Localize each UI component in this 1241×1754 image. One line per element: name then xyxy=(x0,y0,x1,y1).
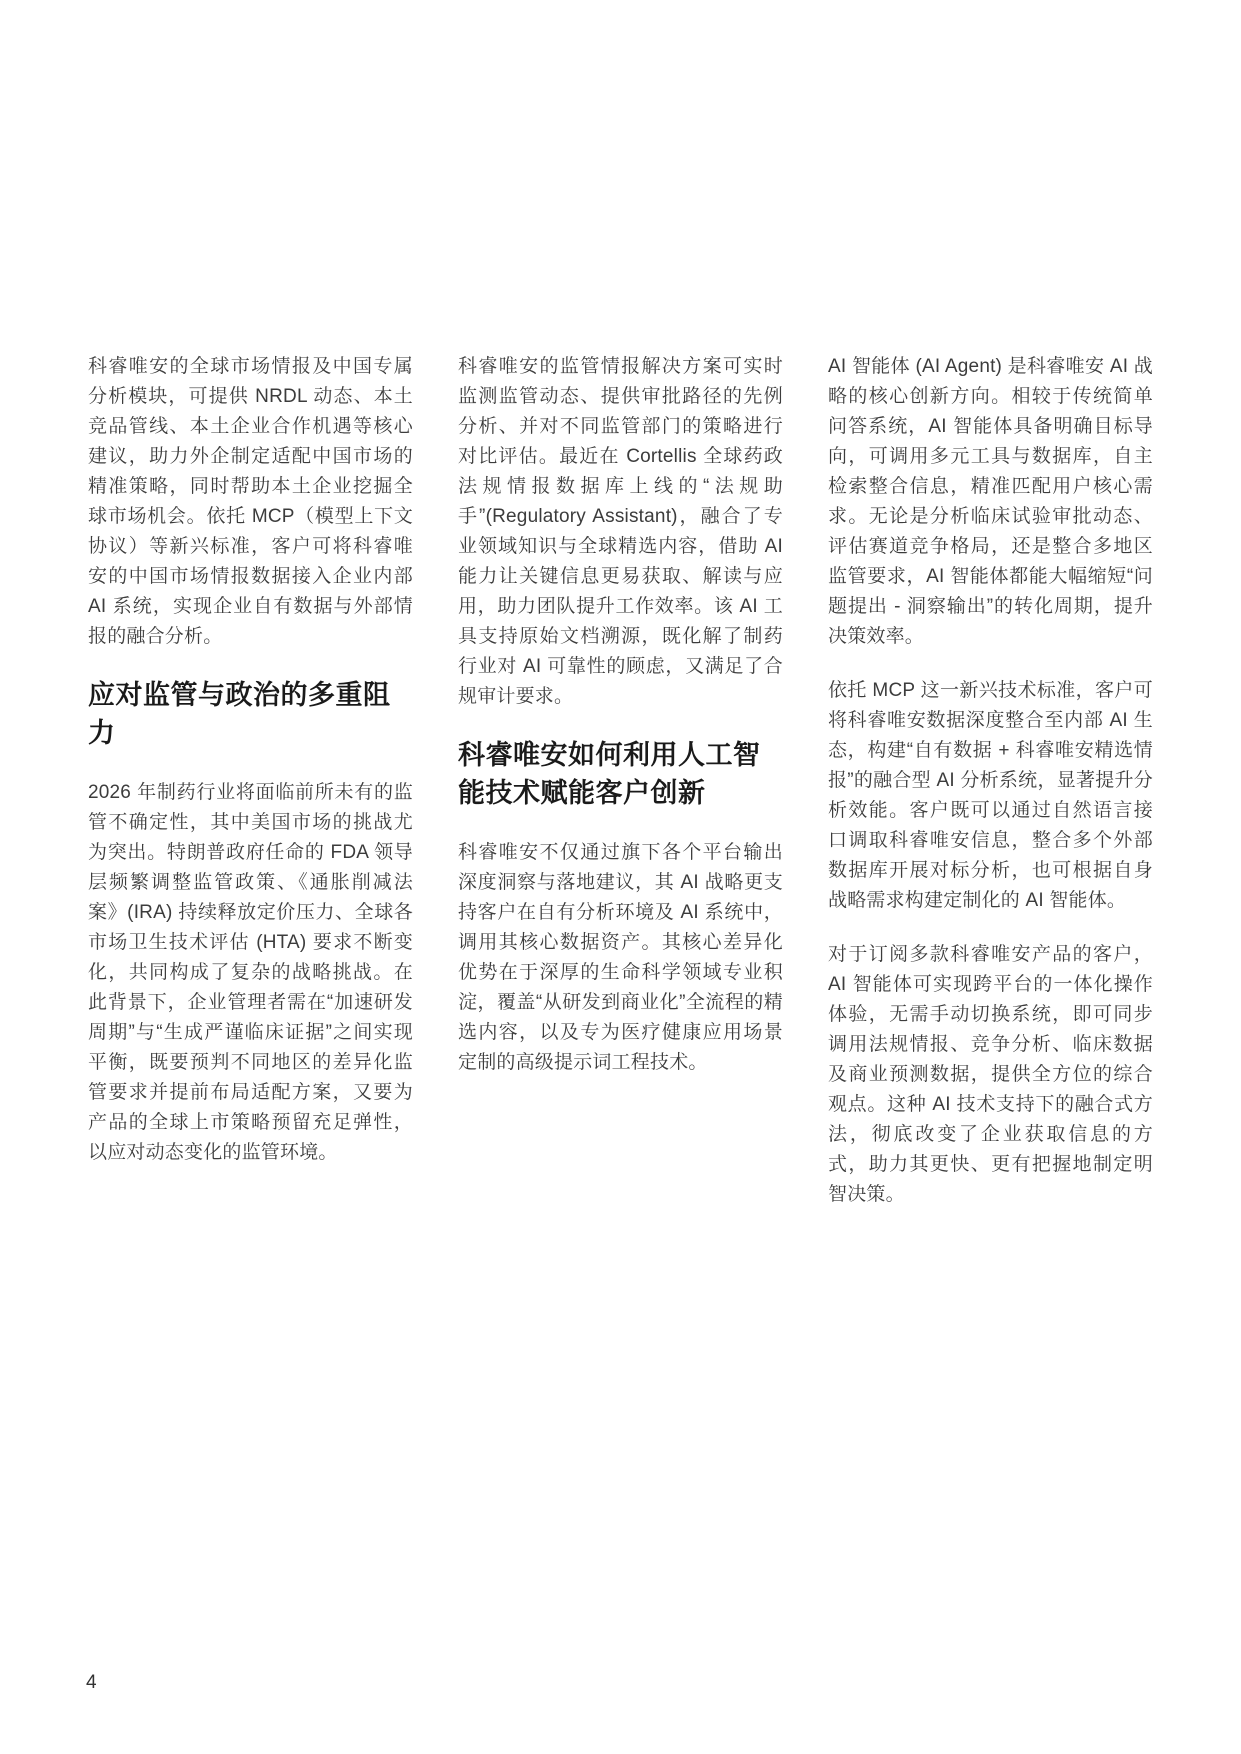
column-right xyxy=(828,352,1153,1234)
body-paragraph: 依托 MCP 这一新兴技术标准，客户可将科睿唯安数据深度整合至内部 AI 生态，构建“自有数据 + 科睿唯安精选情报”的融合型 AI 分析系统，显著提升分析效能。客户既可以通过自然语言接口调取科睿唯安信息，整合多个外部数据库开展对标分析，也可根据自身战略需求构建定制化的 AI 智能体。 xyxy=(828,680,1153,911)
section-heading-ai-empowerment: 科睿唯安如何利用人工智能技术赋能客户创新 xyxy=(458,740,761,808)
content-columns xyxy=(88,352,1153,1234)
section-heading-regulatory-political: 应对监管与政治的多重阻力 xyxy=(88,680,391,748)
body-paragraph: 科睿唯安的监管情报解决方案可实时监测监管动态、提供审批路径的先例分析、并对不同监管部门的策略进行对比评估。最近在 Cortellis 全球药政法规情报数据库上线的“法规助手”(Regulatory Assistant)，融合了专业领域知识与全球精选内容，借助 AI 能力让关键信息更易获取、解读与应用，助力团队提升工作效率。该 AI 工具支持原始文档溯源，既化解了制药行业对 AI 可靠性的顾虑，又满足了合规审计要求。 xyxy=(458,356,783,707)
column-left xyxy=(88,352,413,1234)
column-middle xyxy=(458,352,783,1234)
body-paragraph: 科睿唯安不仅通过旗下各个平台输出深度洞察与落地建议，其 AI 战略更支持客户在自有分析环境及 AI 系统中，调用其核心数据资产。其核心差异化优势在于深厚的生命科学领域专业积淀，覆盖“从研发到商业化”全流程的精选内容，以及专为医疗健康应用场景定制的高级提示词工程技术。 xyxy=(458,842,783,1073)
body-paragraph: 科睿唯安的全球市场情报及中国专属分析模块，可提供 NRDL 动态、本土竞品管线、本土企业合作机遇等核心建议，助力外企制定适配中国市场的精准策略，同时帮助本土企业挖掘全球市场机会。依托 MCP（模型上下文协议）等新兴标准，客户可将科睿唯安的中国市场情报数据接入企业内部 AI 系统，实现企业自有数据与外部情报的融合分析。 xyxy=(88,356,413,647)
page-number: 4 xyxy=(86,1672,97,1693)
body-paragraph: 对于订阅多款科睿唯安产品的客户，AI 智能体可实现跨平台的一体化操作体验，无需手动切换系统，即可同步调用法规情报、竞争分析、临床数据及商业预测数据，提供全方位的综合观点。这种 AI 技术支持下的融合式方法，彻底改变了企业获取信息的方式，助力其更快、更有把握地制定明智决策。 xyxy=(828,944,1153,1205)
body-paragraph: AI 智能体 (AI Agent) 是科睿唯安 AI 战略的核心创新方向。相较于传统简单问答系统，AI 智能体具备明确目标导向，可调用多元工具与数据库，自主检索整合信息，精准匹配用户核心需求。无论是分析临床试验审批动态、评估赛道竞争格局，还是整合多地区监管要求，AI 智能体都能大幅缩短“问题提出 - 洞察输出”的转化周期，提升决策效率。 xyxy=(828,356,1153,647)
body-paragraph: 2026 年制药行业将面临前所未有的监管不确定性，其中美国市场的挑战尤为突出。特朗普政府任命的 FDA 领导层频繁调整监管政策、《通胀削减法案》(IRA) 持续释放定价压力、全球各市场卫生技术评估 (HTA) 要求不断变化，共同构成了复杂的战略挑战。在此背景下，企业管理者需在“加速研发周期”与“生成严谨临床证据”之间实现平衡，既要预判不同地区的差异化监管要求并提前布局适配方案，又要为产品的全球上市策略预留充足弹性，以应对动态变化的监管环境。 xyxy=(88,782,413,1163)
